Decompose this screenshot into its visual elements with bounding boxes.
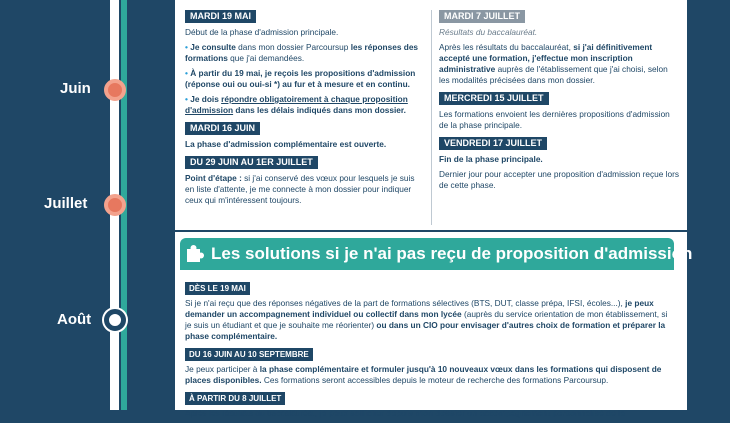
date-tag: DÈS LE 19 MAI bbox=[185, 282, 250, 295]
column-divider bbox=[431, 10, 432, 225]
date-tag: MARDI 7 JUILLET bbox=[439, 10, 525, 23]
date-tag: MARDI 16 JUIN bbox=[185, 122, 260, 135]
text: Après les résultats du baccalauréat, si j'ai définitivement accepté une formation, j'effectue mon inscription administrative auprès de l'établissement que j'ai choisi, selon les modalités précisées dans mon dossier. bbox=[439, 42, 668, 85]
timeline-rail bbox=[0, 0, 175, 410]
timeline-dot-aout bbox=[104, 309, 126, 331]
date-tag: À PARTIR DU 8 JUILLET bbox=[185, 392, 285, 405]
date-tag: VENDREDI 17 JUILLET bbox=[439, 137, 547, 150]
text: Dernier jour pour accepter une proposition d'admission reçue lors de cette phase. bbox=[439, 169, 680, 190]
date-tag: MERCREDI 15 JUILLET bbox=[439, 92, 549, 105]
text: Si je n'ai reçu que des réponses négatives de la part de formations sélectives (BTS, DUT, classe prépa, IFSI, écoles...), je peux demander un accompagnement individuel ou collectif dans mon lycée (auprès du service orientation de mon établissement, si je suis un étudiant et que je souhaite me réorienter) ou dans un CIO pour envisager d'autres choix de formation et préparer la phase complémentaire. bbox=[185, 298, 668, 341]
month-juillet: Juillet bbox=[44, 195, 88, 212]
date-tag: DU 29 JUIN AU 1ER JUILLET bbox=[185, 156, 318, 169]
timeline-dot-juin bbox=[104, 79, 126, 101]
text: Résultats du baccalauréat. bbox=[439, 27, 538, 37]
solutions-body bbox=[185, 280, 675, 423]
timeline-dot-juillet bbox=[104, 194, 126, 216]
right-margin bbox=[687, 0, 730, 410]
bullet: • Je dois répondre obligatoirement à chaque proposition d'admission dans les délais indiqués dans mon dossier. bbox=[185, 94, 408, 115]
puzzle-icon bbox=[185, 244, 205, 264]
right-column bbox=[439, 8, 679, 195]
month-juin: Juin bbox=[60, 80, 91, 97]
date-tag: MARDI 19 MAI bbox=[185, 10, 256, 23]
text: Fin de la phase principale. bbox=[439, 154, 543, 164]
date-tag: DU 16 JUIN AU 10 SEPTEMBRE bbox=[185, 348, 313, 361]
text: La phase d'admission complémentaire est ouverte. bbox=[185, 139, 387, 149]
text: Les formations envoient les dernières propositions d'admission de la phase principale. bbox=[439, 109, 670, 130]
solutions-title: Les solutions si je n'ai pas reçu de proposition d'admission bbox=[211, 244, 693, 263]
month-aout: Août bbox=[57, 311, 92, 328]
text: Début de la phase d'admission principale. bbox=[185, 27, 339, 37]
bullet: • Je consulte dans mon dossier Parcoursup les réponses des formations que j'ai demandées. bbox=[185, 42, 419, 63]
text: Je peux participer à la phase complémentaire et formuler jusqu'à 10 nouveaux vœux dans les formations qui disposent de places disponibles. Ces formations seront accessibles depuis le moteur de recherche des formations Parcoursup. bbox=[185, 364, 662, 385]
left-column bbox=[185, 8, 423, 210]
bullet: • À partir du 19 mai, je reçois les propositions d'admission (réponse oui ou oui-si *) au fur et à mesure et en continu. bbox=[185, 68, 416, 89]
text: Point d'étape : si j'ai conservé des vœux pour lesquels je suis en liste d'attente, je me connecte à mon dossier pour indiquer ceux qui m'intéressent toujours. bbox=[185, 173, 415, 205]
text: Après les résultats du baccalauréat, je peux solliciter depuis mon dossier un accompagnement personnalisé de la bbox=[185, 408, 625, 418]
